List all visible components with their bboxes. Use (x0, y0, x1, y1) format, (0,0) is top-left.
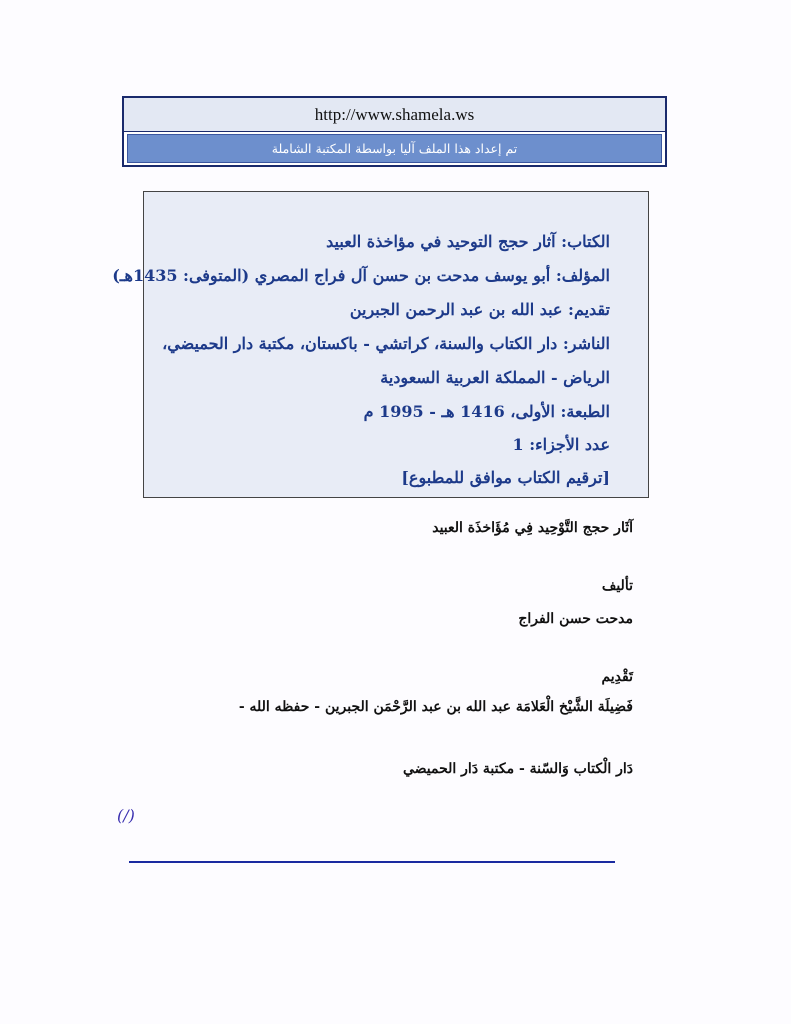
info-numbering: [ترقيم الكتاب موافق للمطبوع] (401, 468, 610, 487)
author-name: مدحت حسن الفراج (518, 611, 633, 627)
publisher-line: دَار الْكتاب وَالسّنة - مكتبة دَار الحميضي (402, 761, 633, 777)
intro-label: تَقْدِيم (601, 669, 633, 685)
info-book-title: الكتاب: آثار حجج التوحيد في مؤاخذة العبيد (326, 232, 610, 251)
shamela-header (122, 96, 667, 167)
header-url[interactable]: http://www.shamela.ws (124, 98, 665, 132)
page-marker-link[interactable]: (/) (117, 806, 135, 825)
book-info-box (112, 191, 649, 498)
info-intro: تقديم: عبد الله بن عبد الرحمن الجبرين (349, 300, 610, 319)
bottom-divider (129, 861, 615, 863)
header-note: تم إعداد هذا الملف آليا بواسطة المكتبة الشاملة (127, 134, 662, 163)
info-publisher-line-1: الناشر: دار الكتاب والسنة، كراتشي - باكستان، مكتبة دار الحميضي، (162, 334, 610, 353)
info-parts: عدد الأجزاء: 1 (512, 435, 610, 454)
book-title: آثَار حجج التَّوْحِيد فِي مُؤَاخذَة العبيد (432, 520, 633, 536)
info-edition: الطبعة: الأولى، 1416 هـ - 1995 م (363, 402, 610, 421)
authorship-label: تأليف (601, 578, 633, 594)
info-publisher-line-2: الرياض - المملكة العربية السعودية (380, 368, 610, 387)
info-author: المؤلف: أبو يوسف مدحت بن حسن آل فراج المصري (المتوفى: 1435هـ) (112, 266, 610, 285)
intro-name: فَضِيلَة الشَّيْخ الْعَلامَة عبد الله بن عبد الرَّحْمَن الجبرين - حفظه الله - (238, 699, 633, 715)
